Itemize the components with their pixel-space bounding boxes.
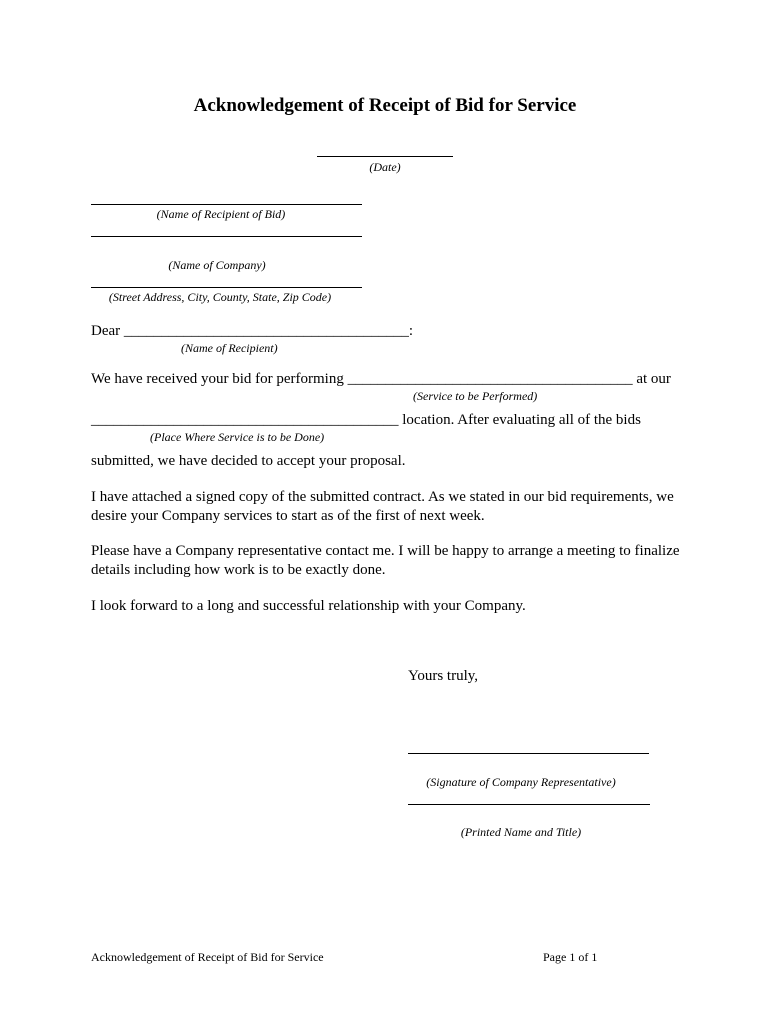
paragraph-contract: I have attached a signed copy of the submitted contract. As we stated in our bid requirements, we desire your Company services to start as of the first of next week.	[91, 489, 674, 524]
body-line-2: _________________________________________ location. After evaluating all of the bids	[91, 412, 641, 428]
signature-caption: (Signature of Company Representative)	[426, 775, 616, 789]
date-line	[317, 156, 453, 157]
closing: Yours truly,	[408, 668, 479, 684]
address-line	[91, 287, 362, 288]
signature-line	[408, 753, 649, 754]
recipient-of-bid-line	[91, 204, 362, 205]
date-caption: (Date)	[369, 160, 401, 174]
place-caption: (Place Where Service is to be Done)	[150, 430, 325, 444]
company-line	[91, 236, 362, 237]
address-caption: (Street Address, City, County, State, Zip Code)	[108, 290, 332, 304]
printed-name-line	[408, 804, 650, 805]
recipient-caption: (Name of Recipient)	[181, 341, 278, 355]
paragraph-contact: Please have a Company representative contact me. I will be happy to arrange a meeting to finalize details including how work is to be exactly done.	[91, 543, 680, 578]
footer-title: Acknowledgement of Receipt of Bid for Service	[91, 950, 324, 964]
company-caption: (Name of Company)	[168, 258, 266, 272]
printed-name-caption: (Printed Name and Title)	[460, 825, 582, 839]
body-line-3: submitted, we have decided to accept your proposal.	[91, 453, 406, 469]
salutation: Dear ______________________________________:	[91, 323, 414, 339]
document-title: Acknowledgement of Receipt of Bid for Service	[193, 95, 577, 116]
recipient-of-bid-caption: (Name of Recipient of Bid)	[156, 207, 286, 221]
footer-page-number: Page 1 of 1	[543, 950, 598, 964]
service-caption: (Service to be Performed)	[413, 389, 538, 403]
paragraph-forward: I look forward to a long and successful relationship with your Company.	[91, 598, 526, 614]
body-line-1: We have received your bid for performing ______________________________________ at our	[91, 371, 671, 387]
